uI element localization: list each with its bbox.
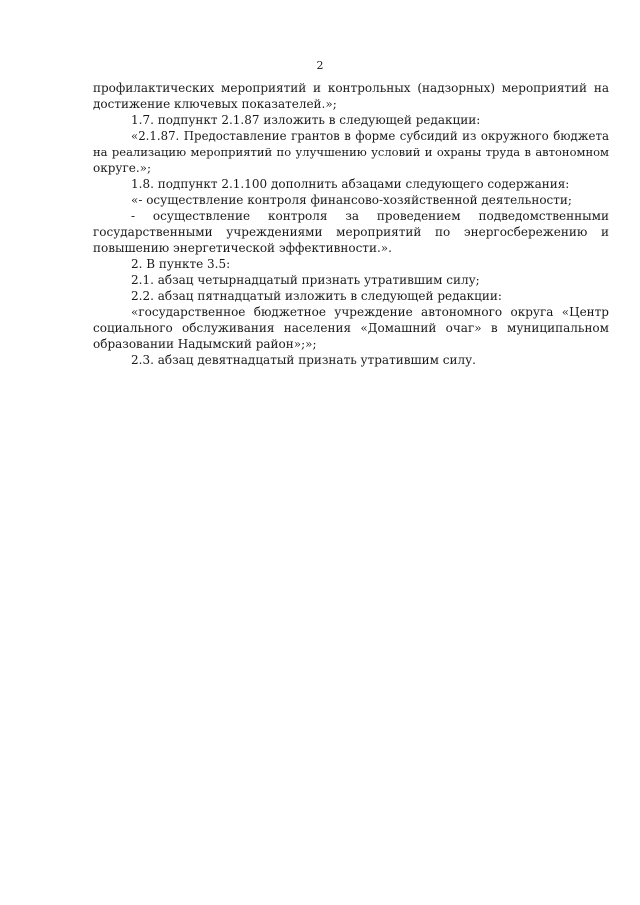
text-line: 2.2. абзац пятнадцатый изложить в следующей редакции: xyxy=(131,289,502,303)
text-line: 1.8. подпункт 2.1.100 дополнить абзацами следующего содержания: xyxy=(131,177,570,191)
text-line: «государственное бюджетное учреждение автономного округа «Центр xyxy=(131,305,609,319)
text-line: 2. В пункте 3.5: xyxy=(131,257,231,271)
text-line: повышению энергетической эффективности.». xyxy=(93,241,392,255)
text-line: государственными учреждениями мероприятий по энергосбережению и xyxy=(93,225,609,239)
text-line: - осуществление контроля за проведением подведомственными xyxy=(131,209,609,223)
text-line: достижение ключевых показателей.»; xyxy=(93,97,337,111)
text-line: профилактических мероприятий и контрольных (надзорных) мероприятий на xyxy=(93,81,609,95)
text-line: образовании Надымский район»;»; xyxy=(93,337,317,351)
text-line: 2.1. абзац четырнадцатый признать утратившим силу; xyxy=(131,273,480,287)
text-line: на реализацию мероприятий по улучшению условий и охраны труда в автономном xyxy=(93,145,609,159)
document-body xyxy=(93,80,609,368)
text-line: округе.»; xyxy=(93,161,152,175)
text-line: «2.1.87. Предоставление грантов в форме субсидий из окружного бюджета xyxy=(131,129,609,143)
text-line: 2.3. абзац девятнадцатый признать утратившим силу. xyxy=(131,353,476,367)
text-line: «- осуществление контроля финансово-хозяйственной деятельности; xyxy=(131,193,572,207)
text-line: социального обслуживания населения «Домашний очаг» в муниципальном xyxy=(93,321,609,335)
text-line: 1.7. подпункт 2.1.87 изложить в следующей редакции: xyxy=(131,113,481,127)
page-number: 2 xyxy=(316,59,324,72)
